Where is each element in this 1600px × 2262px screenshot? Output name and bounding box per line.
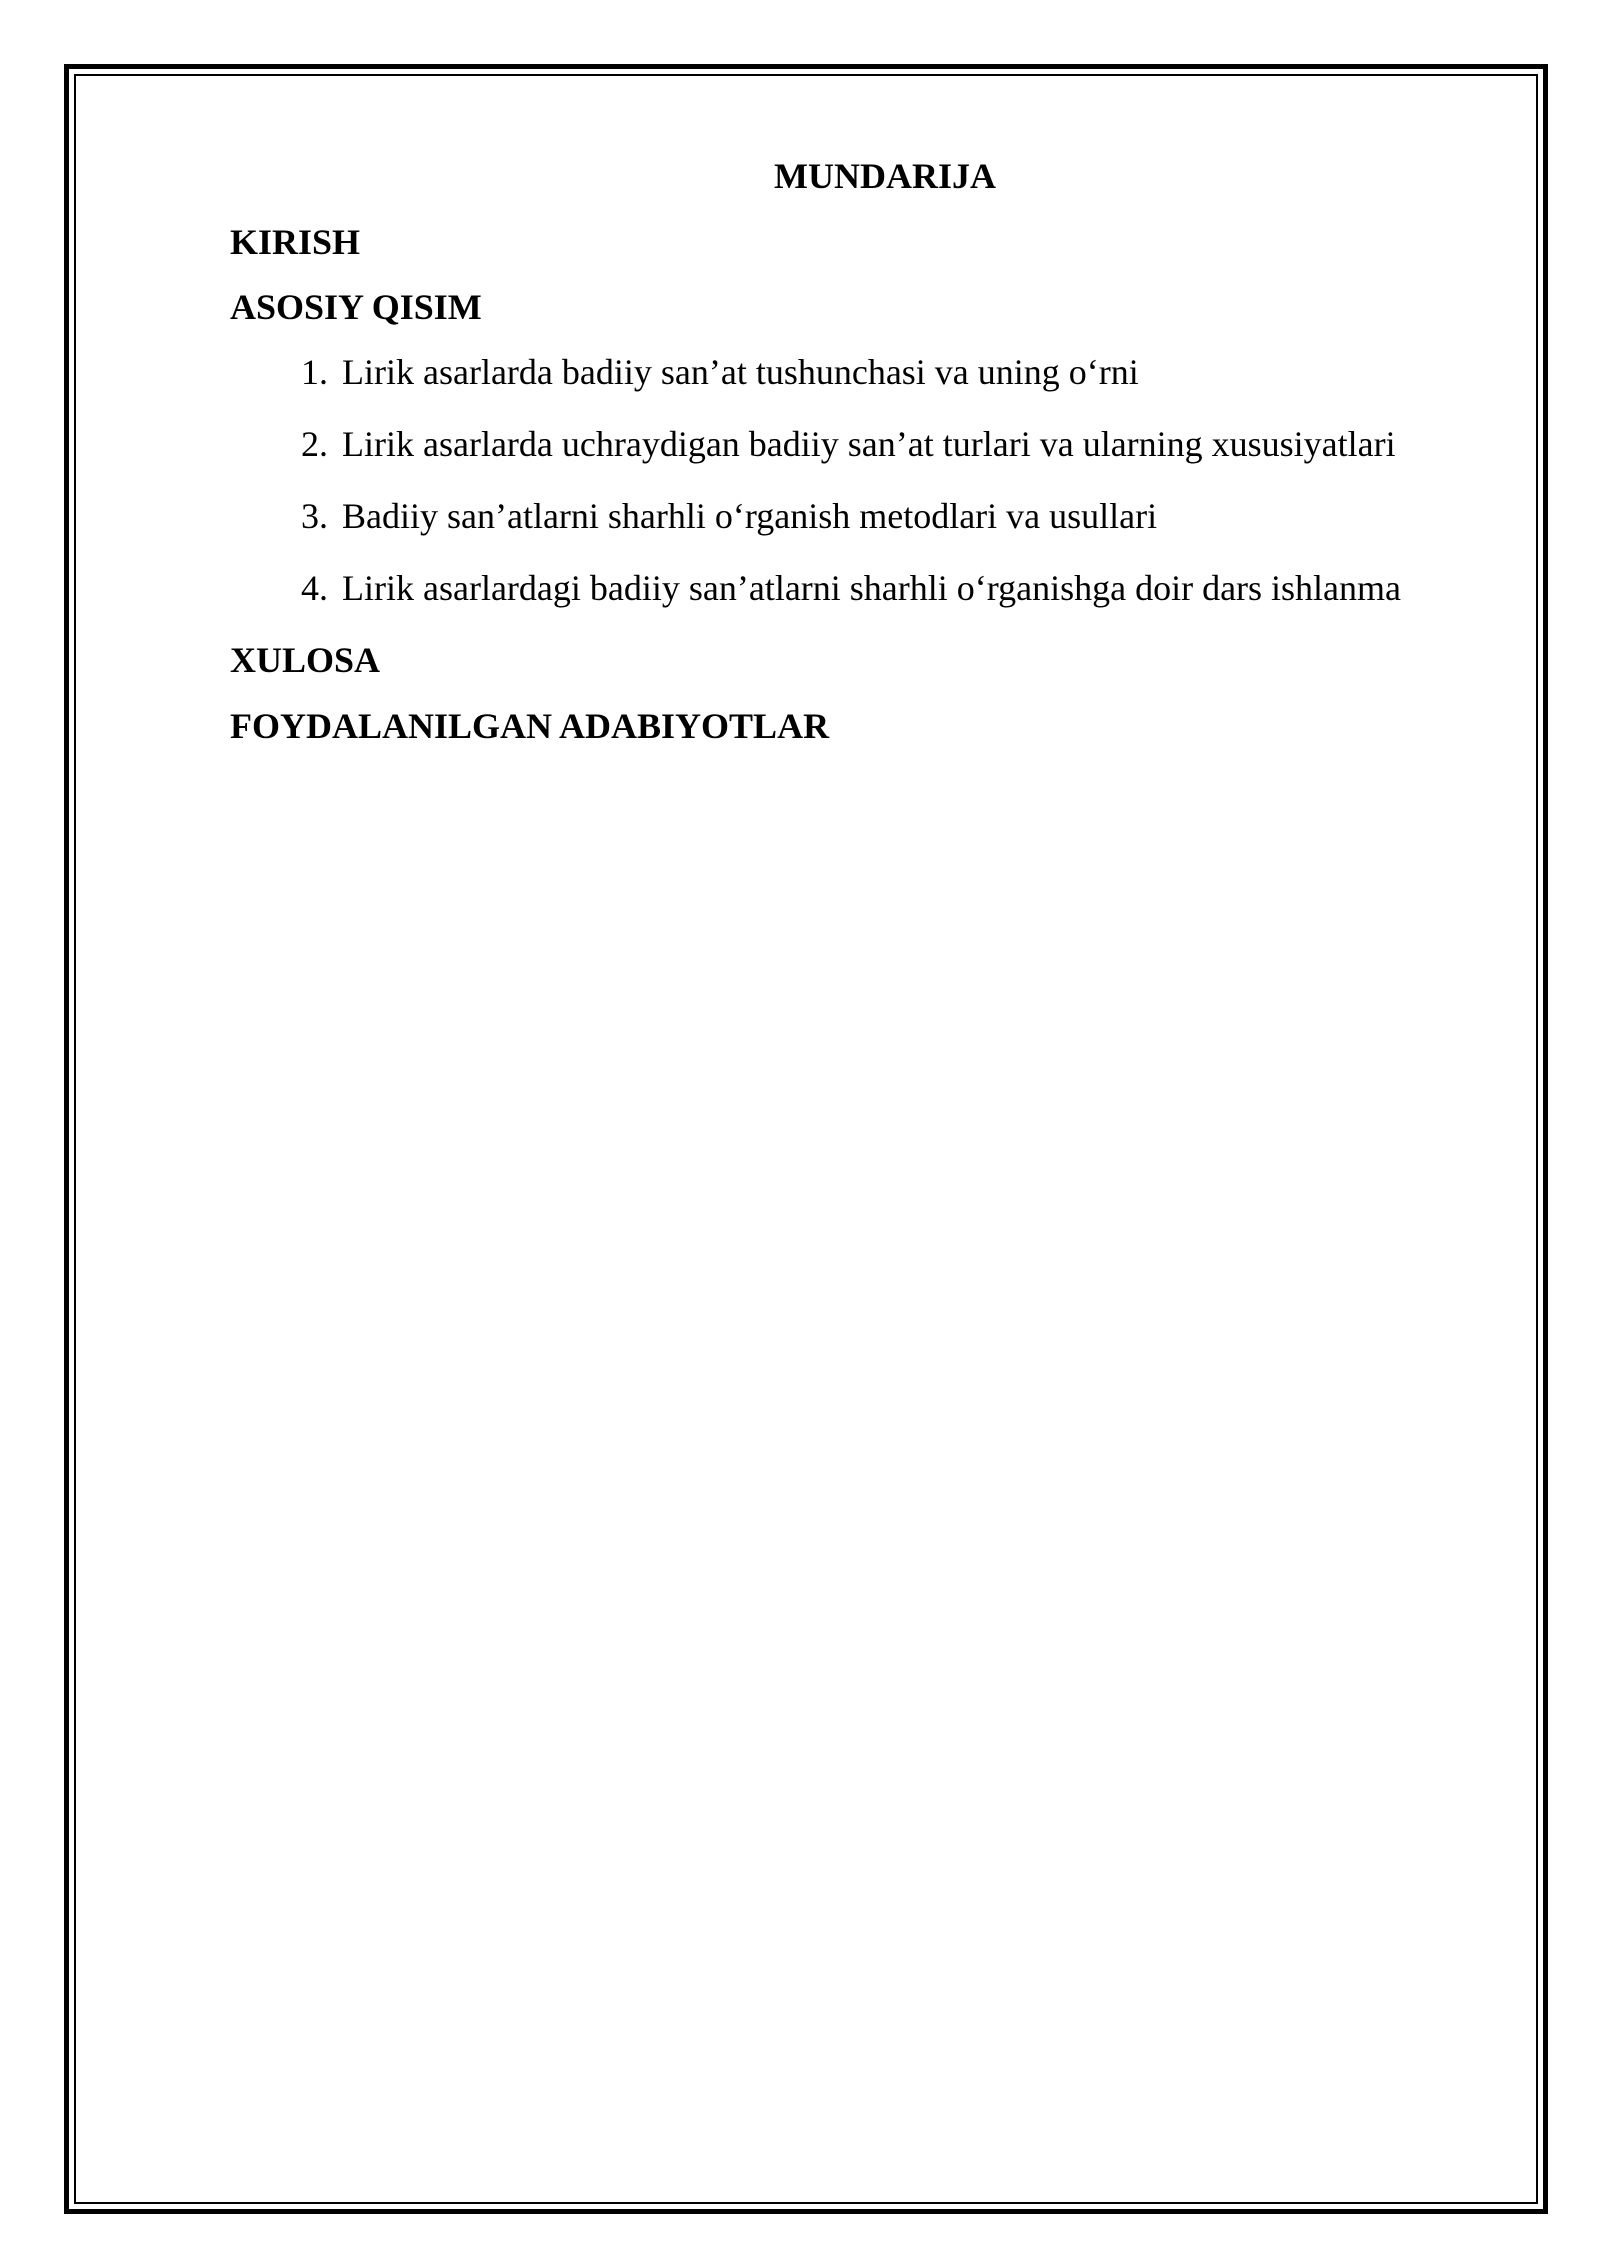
toc-item-label: Lirik asarlarda uchraydigan badiiy san’at turlari va ularning xususiyatlari [342,424,1396,464]
toc-item [230,346,1139,398]
toc-item-number: 3. [301,496,328,536]
toc-heading-main-part: ASOSIY QISIM [230,287,482,327]
toc-heading-references: FOYDALANILGAN ADABIYOTLAR [230,706,830,746]
toc-item [230,562,1401,614]
toc-item-label: Lirik asarlardagi badiiy san’atlarni sharhli o‘rganishga doir dars ishlanma [342,568,1402,608]
toc-heading-introduction: KIRISH [230,222,361,262]
toc-item-number: 2. [301,424,328,464]
page-title: MUNDARIJA [774,156,996,196]
toc-item-label: Lirik asarlarda badiiy san’at tushunchasi va uning o‘rni [342,352,1139,392]
toc-item [230,418,1396,470]
toc-item [230,490,1157,542]
toc-item-number: 1. [301,352,328,392]
toc-item-number: 4. [301,568,328,608]
toc-item-label: Badiiy san’atlarni sharhli o‘rganish metodlari va usullari [342,496,1158,536]
toc-heading-conclusion: XULOSA [230,640,381,680]
